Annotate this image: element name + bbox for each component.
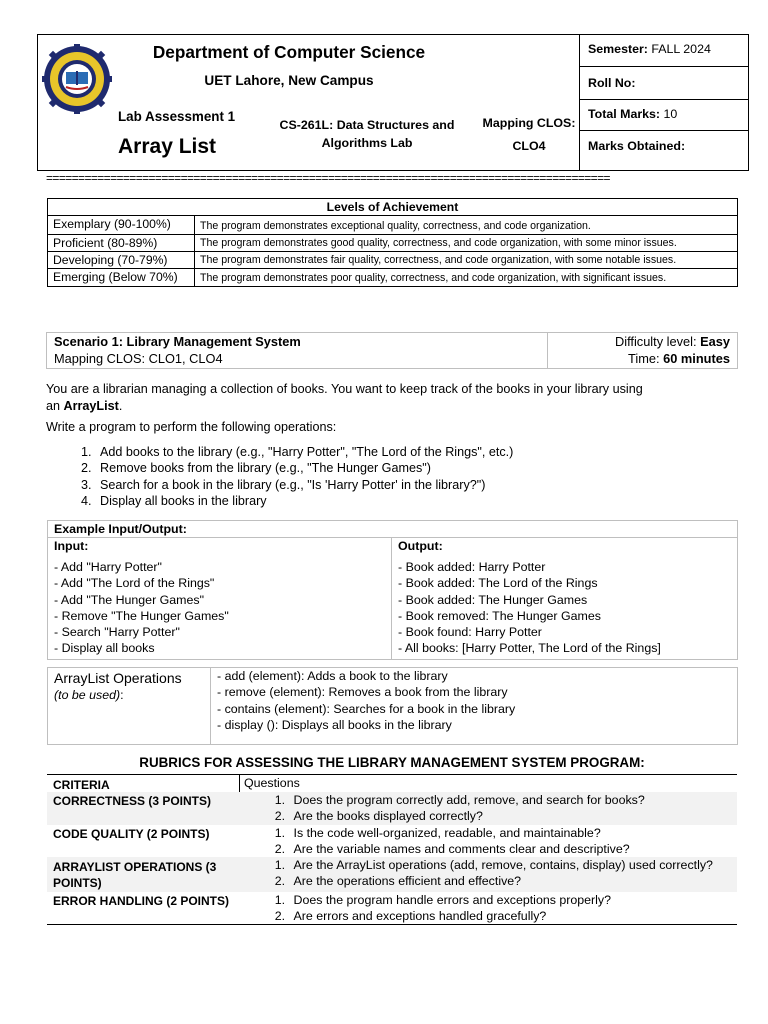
mapping-clos-label: Mapping CLOS: <box>482 116 576 130</box>
list-item: 4. Display all books in the library <box>95 493 768 509</box>
operations-label: ArrayList Operations <box>54 670 182 686</box>
operations-note: (to be used): <box>54 688 124 702</box>
table-row <box>47 892 737 925</box>
list-item: 2. Are the operations efficient and effective? <box>289 873 738 889</box>
list-item: 2. Are the variable names and comments clear and descriptive? <box>289 841 738 857</box>
output-column <box>392 538 738 660</box>
list-item: 1. Is the code well-organized, readable, and maintainable? <box>289 825 738 841</box>
example-heading: Example Input/Output: <box>48 521 738 538</box>
level-name: Exemplary (90-100%) <box>48 216 195 235</box>
time-value: 60 minutes <box>663 350 730 366</box>
arraylist-term: ArrayList <box>63 398 119 413</box>
difficulty-value: Easy <box>700 334 730 349</box>
list-item: - contains (element): Searches for a book in the library <box>217 701 516 716</box>
input-label: Input: <box>54 539 89 553</box>
table-row <box>47 857 737 892</box>
list-item: - Book added: Harry Potter <box>398 560 546 574</box>
separator-line: ======================================================================================== <box>46 171 610 185</box>
input-column <box>48 538 392 660</box>
list-item: - Add "The Lord of the Rings" <box>54 576 215 591</box>
output-label: Output: <box>398 539 443 553</box>
scenario-mapping: Mapping CLOS: CLO1, CLO4 <box>54 350 223 366</box>
list-item: 1. Does the program handle errors and exceptions properly? <box>289 892 738 908</box>
list-item: 1. Add books to the library (e.g., "Harry Potter", "The Lord of the Rings", etc.) <box>95 444 768 460</box>
criteria-header: CRITERIA <box>53 778 110 792</box>
list-item: - Book added: The Lord of the Rings <box>398 576 598 591</box>
table-row <box>48 216 738 235</box>
list-item: - remove (element): Removes a book from the library <box>217 685 508 700</box>
list-item: 2. Are errors and exceptions handled gracefully? <box>289 908 738 924</box>
table-row <box>47 825 737 858</box>
list-item: - Book removed: The Hunger Games <box>398 608 601 623</box>
table-row <box>48 235 738 252</box>
intro-paragraph <box>46 381 746 414</box>
course-name-line1: CS-261L: Data Structures and <box>279 118 455 132</box>
roll-no-label: Roll No: <box>588 76 636 90</box>
list-item: - Add "Harry Potter" <box>54 560 162 574</box>
scenario-title: Scenario 1: Library Management System <box>54 334 301 349</box>
semester-field <box>588 42 711 56</box>
operations-items-cell <box>211 668 738 745</box>
marks-obtained-label: Marks Obtained: <box>588 139 686 153</box>
list-item: 1. Are the ArrayList operations (add, remove, contains, display) used correctly? <box>289 857 738 873</box>
intro-line: an ArrayList. <box>46 398 123 413</box>
page-title: Array List <box>118 135 217 158</box>
time-label: Time: <box>628 350 660 366</box>
list-item: - Add "The Hunger Games" <box>54 592 204 607</box>
list-item: - display (): Displays all books in the library <box>217 717 452 732</box>
mapping-clos-value: CLO4 <box>512 139 546 153</box>
list-item: - All books: [Harry Potter, The Lord of the Rings] <box>398 641 661 656</box>
scenario-table <box>46 332 738 369</box>
criteria-name: CODE QUALITY (2 POINTS) <box>53 826 210 841</box>
rubrics-table <box>47 774 737 925</box>
list-item: 3. Search for a book in the library (e.g., "Is 'Harry Potter' in the library?") <box>95 477 768 493</box>
level-description: The program demonstrates poor quality, correctness, and code organization, with significant issues. <box>195 269 738 287</box>
course-name-line2: Algorithms Lab <box>321 136 413 150</box>
operations-list <box>46 444 768 509</box>
list-item: - Book found: Harry Potter <box>398 625 542 640</box>
instruction-text: Write a program to perform the following operations: <box>46 420 337 434</box>
intro-line: You are a librarian managing a collection of books. You want to keep track of the books in your library using <box>46 382 643 396</box>
list-item: - Book added: The Hunger Games <box>398 592 588 607</box>
list-item: - add (element): Adds a book to the library <box>217 669 448 683</box>
list-item: - Remove "The Hunger Games" <box>54 608 229 623</box>
example-io-table <box>47 520 738 660</box>
difficulty-field <box>555 334 730 351</box>
questions-header: Questions <box>240 775 738 793</box>
list-item: 2. Remove books from the library (e.g., "The Hunger Games") <box>95 460 768 476</box>
level-description: The program demonstrates exceptional quality, correctness, and code organization. <box>195 216 738 235</box>
criteria-name: ARRAYLIST OPERATIONS (3 POINTS) <box>53 860 217 891</box>
semester-label: Semester: <box>588 42 648 56</box>
assessment-label: Lab Assessment 1 <box>118 109 236 124</box>
list-item: 1. Does the program correctly add, remove, and search for books? <box>289 792 738 808</box>
operations-label-cell <box>48 668 211 745</box>
total-marks-label: Total Marks: <box>588 107 661 121</box>
level-description: The program demonstrates fair quality, correctness, and code organization, with some notable issues. <box>195 252 738 269</box>
level-name: Developing (70-79%) <box>48 252 195 269</box>
table-row <box>48 269 738 287</box>
list-item: - Display all books <box>54 641 155 656</box>
difficulty-label: Difficulty level: <box>614 334 697 349</box>
campus-name: UET Lahore, New Campus <box>204 73 374 88</box>
table-row <box>48 252 738 269</box>
rubrics-heading: RUBRICS FOR ASSESSING THE LIBRARY MANAGEMENT SYSTEM PROGRAM: <box>139 755 645 770</box>
list-item: - Search "Harry Potter" <box>54 625 180 640</box>
criteria-name: ERROR HANDLING (2 POINTS) <box>53 893 230 908</box>
level-name: Proficient (80-89%) <box>48 235 195 252</box>
total-marks-field <box>588 107 677 121</box>
criteria-name: CORRECTNESS (3 POINTS) <box>53 794 212 808</box>
table-row <box>47 792 737 825</box>
achievement-heading: Levels of Achievement <box>48 199 738 216</box>
level-name: Emerging (Below 70%) <box>48 269 195 287</box>
total-marks-value: 10 <box>663 107 678 121</box>
level-description: The program demonstrates good quality, correctness, and code organization, with some minor issues. <box>195 235 738 252</box>
time-field <box>555 351 730 368</box>
achievement-table <box>47 198 738 287</box>
department-title: Department of Computer Science <box>152 42 426 62</box>
list-item: 2. Are the books displayed correctly? <box>289 808 738 824</box>
semester-value: FALL 2024 <box>651 42 711 56</box>
arraylist-operations-table <box>47 667 738 745</box>
